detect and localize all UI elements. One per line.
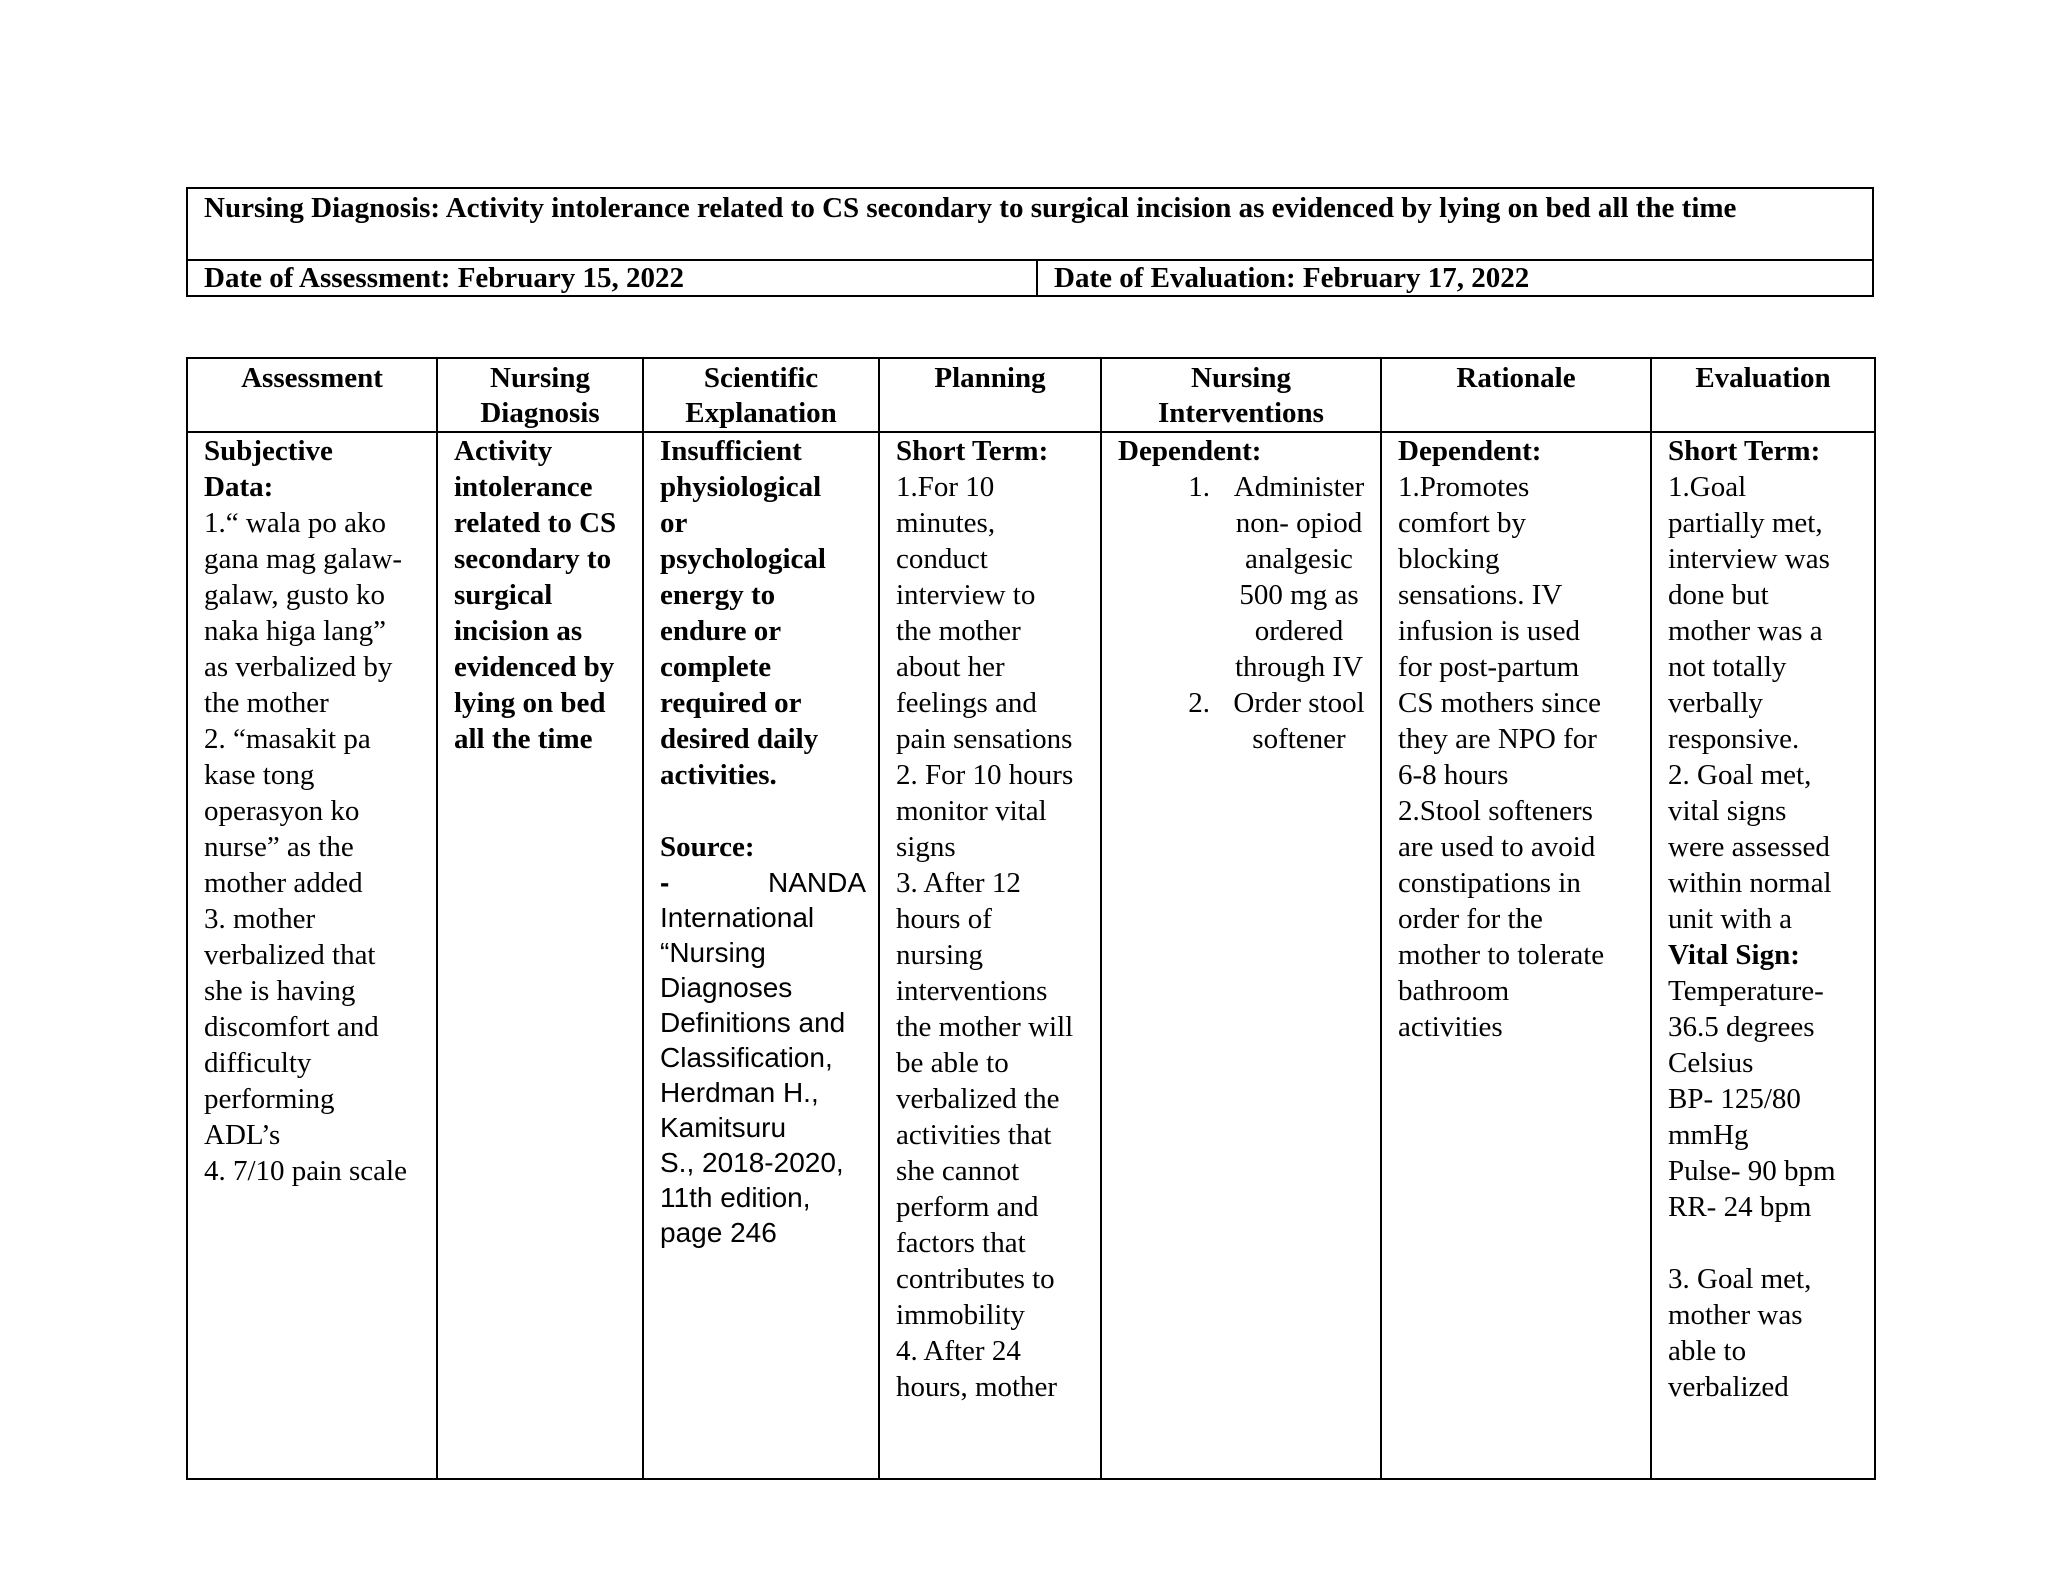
text-line: activities	[1398, 1011, 1503, 1043]
text-line: bathroom	[1398, 975, 1510, 1007]
col-header-assessment: Assessment	[187, 358, 437, 432]
text-line: 2. “masakit pa	[204, 723, 371, 755]
date-of-evaluation: Date of Evaluation: February 17, 2022	[1037, 260, 1873, 296]
text-line: activities that	[896, 1119, 1052, 1151]
text-line: are used to avoid	[1398, 831, 1596, 863]
text-line: minutes,	[896, 507, 996, 539]
nursing-diagnosis-cell	[437, 432, 643, 1479]
rationale-cell	[1381, 432, 1651, 1479]
planning-cell	[879, 432, 1101, 1479]
text-line: Administer	[1233, 471, 1365, 503]
text-line: mmHg	[1668, 1119, 1749, 1151]
text-line: 500 mg as	[1239, 579, 1359, 611]
evaluation-cell	[1651, 432, 1875, 1479]
text-line: galaw, gusto ko	[204, 579, 385, 611]
text-line: activities.	[660, 759, 777, 791]
text-line: not totally	[1668, 651, 1787, 683]
text-line: perform and	[896, 1191, 1039, 1223]
vital-sign-lines	[1668, 973, 1862, 1225]
text-line: the mother	[204, 687, 329, 719]
text-line: done but	[1668, 579, 1769, 611]
text-line: mother added	[204, 867, 363, 899]
diagnosis-header-table	[186, 187, 1874, 297]
text-line: ordered	[1254, 615, 1344, 647]
assessment-cell	[187, 432, 437, 1479]
text-line: Pulse- 90 bpm	[1668, 1155, 1836, 1187]
evaluation-lines	[1668, 469, 1862, 937]
text-line: 1.Promotes	[1398, 471, 1530, 503]
text-line: about her	[896, 651, 1005, 683]
text-line: Order stool	[1233, 687, 1365, 719]
text-line: they are NPO for	[1398, 723, 1597, 755]
text-line: evidenced by	[454, 651, 615, 683]
col-header-rationale: Rationale	[1381, 358, 1651, 432]
text-line: secondary to	[454, 543, 612, 575]
scientific-lines	[660, 433, 866, 793]
evaluation-lines-continued	[1668, 1261, 1862, 1405]
text-line: discomfort and	[204, 1011, 379, 1043]
text-line: 3. mother	[204, 903, 316, 935]
text-line: as verbalized by	[204, 651, 393, 683]
text-line: be able to	[896, 1047, 1009, 1079]
text-line: ADL’s	[204, 1119, 281, 1151]
text-line: interview to	[896, 579, 1036, 611]
text-line: Herdman H.,	[660, 1077, 819, 1108]
text-line: constipations in	[1398, 867, 1581, 899]
text-line: Diagnoses	[660, 972, 793, 1003]
text-line: Activity	[454, 435, 553, 467]
rationale-heading: Dependent:	[1398, 435, 1542, 467]
planning-heading: Short Term:	[896, 435, 1049, 467]
source-first-line: - NANDA	[660, 867, 866, 898]
text-line: she is having	[204, 975, 356, 1007]
text-line: endure or	[660, 615, 782, 647]
text-line: for post-partum	[1398, 651, 1580, 683]
text-line: interview was	[1668, 543, 1830, 575]
text-line: intolerance	[454, 471, 593, 503]
text-line: partially met,	[1668, 507, 1823, 539]
text-line: physiological	[660, 471, 822, 503]
text-line: pain sensations	[896, 723, 1073, 755]
text-line: contributes to	[896, 1263, 1055, 1295]
text-line: desired daily	[660, 723, 819, 755]
text-line: International	[660, 902, 815, 933]
intervention-item: 2. Order stool softener	[1118, 685, 1368, 757]
text-line: 36.5 degrees	[1668, 1011, 1815, 1043]
text-line: she cannot	[896, 1155, 1020, 1187]
text-line: blocking	[1398, 543, 1500, 575]
text-line: surgical	[454, 579, 553, 611]
text-line: mother to tolerate	[1398, 939, 1605, 971]
text-line: conduct	[896, 543, 988, 575]
text-line: 11th edition,	[660, 1182, 811, 1213]
text-line: the mother	[896, 615, 1021, 647]
text-line: 2. For 10 hours	[896, 759, 1074, 791]
care-plan-row	[187, 432, 1875, 1479]
source-lines	[660, 900, 866, 1250]
text-line: 1.Goal	[1668, 471, 1747, 503]
text-line: “Nursing	[660, 937, 766, 968]
text-line: Definitions and	[660, 1007, 846, 1038]
text-line: 3. Goal met,	[1668, 1263, 1812, 1295]
text-line: mother was a	[1668, 615, 1823, 647]
text-line: responsive.	[1668, 723, 1800, 755]
interventions-heading: Dependent:	[1118, 435, 1262, 467]
text-line: Insufficient	[660, 435, 802, 467]
col-header-evaluation: Evaluation	[1651, 358, 1875, 432]
text-line: Celsius	[1668, 1047, 1754, 1079]
subjective-data-heading: Subjective	[204, 435, 333, 467]
text-line: nursing	[896, 939, 983, 971]
text-line: verbalized that	[204, 939, 376, 971]
text-line: immobility	[896, 1299, 1025, 1331]
text-line: softener	[1252, 723, 1346, 755]
text-line: sensations. IV	[1398, 579, 1563, 611]
evaluation-heading: Short Term:	[1668, 435, 1821, 467]
col-header-planning: Planning	[879, 358, 1101, 432]
text-line: page 246	[660, 1217, 777, 1248]
scientific-explanation-cell	[643, 432, 879, 1479]
text-line: naka higa lang”	[204, 615, 386, 647]
col-header-nursing-diagnosis: Nursing Diagnosis	[437, 358, 643, 432]
text-line: S., 2018-2020,	[660, 1147, 844, 1178]
text-line: mother was	[1668, 1299, 1803, 1331]
col-header-scientific-explanation: Scientific Explanation	[643, 358, 879, 432]
text-line: verbalized the	[896, 1083, 1060, 1115]
text-line: hours, mother	[896, 1371, 1058, 1403]
text-line: through IV	[1234, 651, 1364, 683]
source-heading: Source:	[660, 831, 755, 863]
text-line: psychological	[660, 543, 826, 575]
text-line: interventions	[896, 975, 1048, 1007]
text-line: vital signs	[1668, 795, 1787, 827]
interventions-cell	[1101, 432, 1381, 1479]
text-line: comfort by	[1398, 507, 1527, 539]
text-line: 1.For 10	[896, 471, 995, 503]
text-line: were assessed	[1668, 831, 1830, 863]
text-line: energy to	[660, 579, 776, 611]
text-line: kase tong	[204, 759, 315, 791]
text-line: the mother will	[896, 1011, 1074, 1043]
text-line: able to	[1668, 1335, 1747, 1367]
text-line: Kamitsuru	[660, 1112, 787, 1143]
text-line: 4. 7/10 pain scale	[204, 1155, 407, 1187]
text-line: non- opiod	[1235, 507, 1363, 539]
text-line: complete	[660, 651, 772, 683]
text-line: incision as	[454, 615, 583, 647]
diagnosis-lines	[454, 433, 630, 757]
care-plan-table	[186, 357, 1876, 1480]
text-line: related to CS	[454, 507, 617, 539]
text-line: 2.Stool softeners	[1398, 795, 1593, 827]
text-line: CS mothers since	[1398, 687, 1601, 719]
text-line: difficulty	[204, 1047, 312, 1079]
text-line: operasyon ko	[204, 795, 360, 827]
planning-lines	[896, 469, 1088, 1405]
text-line: 4. After 24	[896, 1335, 1021, 1367]
text-line: Temperature-	[1668, 975, 1824, 1007]
text-line: unit with a	[1668, 903, 1793, 935]
text-line: 1.“ wala po ako	[204, 507, 386, 539]
date-of-assessment: Date of Assessment: February 15, 2022	[187, 260, 1037, 296]
text-line: nurse” as the	[204, 831, 354, 863]
rationale-lines	[1398, 469, 1638, 1045]
assessment-lines	[204, 505, 424, 1189]
text-line: required or	[660, 687, 802, 719]
text-line: factors that	[896, 1227, 1026, 1259]
text-line: feelings and	[896, 687, 1037, 719]
column-header-row	[187, 358, 1875, 432]
intervention-item: 1. Administer non- opiod analgesic 500 mg as ordered through IV	[1118, 469, 1368, 685]
col-header-nursing-interventions: Nursing Interventions	[1101, 358, 1381, 432]
text-line: monitor vital	[896, 795, 1047, 827]
vital-sign-heading: Vital Sign:	[1668, 939, 1800, 971]
text-line: hours of	[896, 903, 992, 935]
text-line: analgesic	[1245, 543, 1353, 575]
text-line: 3. After 12	[896, 867, 1021, 899]
text-line: signs	[896, 831, 956, 863]
text-line: verbally	[1668, 687, 1764, 719]
text-line: RR- 24 bpm	[1668, 1191, 1812, 1223]
text-line: all the time	[454, 723, 593, 755]
diagnosis-statement: Nursing Diagnosis: Activity intolerance related to CS secondary to surgical incision as evidenced by lying on bed all the time	[187, 188, 1873, 260]
text-line: BP- 125/80	[1668, 1083, 1801, 1115]
text-line: Classification,	[660, 1042, 833, 1073]
text-line: within normal	[1668, 867, 1832, 899]
text-line: or	[660, 507, 688, 539]
text-line: performing	[204, 1083, 335, 1115]
text-line: 2. Goal met,	[1668, 759, 1812, 791]
text-line: order for the	[1398, 903, 1543, 935]
text-line: lying on bed	[454, 687, 606, 719]
interventions-list	[1118, 469, 1368, 757]
text-line: infusion is used	[1398, 615, 1581, 647]
text-line: gana mag galaw-	[204, 543, 403, 575]
text-line: 6-8 hours	[1398, 759, 1509, 791]
text-line: verbalized	[1668, 1371, 1789, 1403]
subjective-data-heading: Data:	[204, 471, 274, 503]
